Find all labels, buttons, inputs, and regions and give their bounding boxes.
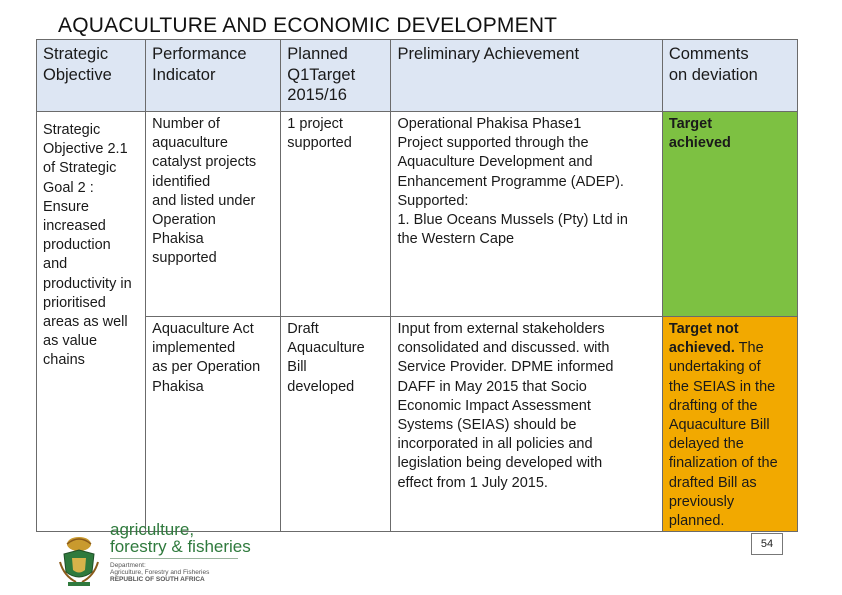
indicator-cell: Number of aquaculture catalyst projects identified and listed under Operation Phakisa supported [146,112,281,317]
indicator-cell: Aquaculture Act implemented as per Operation Phakisa [146,317,281,532]
department-logo [54,520,254,590]
comment-cell-achieved: Target achieved [662,112,797,317]
header-strategic-objective: Strategic Objective [37,40,146,112]
header-comments: Comments on deviation [662,40,797,112]
logo-text-forestry-fisheries: forestry & fisheries [110,537,251,556]
logo-department-name: Agriculture, Forestry and Fisheries [110,569,210,576]
logo-text-agriculture: agriculture, [110,520,195,539]
performance-table [36,39,798,532]
logo-divider [110,558,238,559]
achievement-cell: Operational Phakisa Phase1 Project supported through the Aquaculture Development and Enhancement Programme (ADEP). Supported: 1. Blue Oceans Mussels (Pty) Ltd in the Western Cape [391,112,662,317]
target-cell: Draft Aquaculture Bill developed [281,317,391,532]
strategic-objective-cell: Strategic Objective 2.1 of Strategic Goal 2 : Ensure increased production and productivity in prioritised areas as well as value chains [37,112,146,532]
header-performance-indicator: Performance Indicator [146,40,281,112]
table-row [37,317,798,532]
slide-title: AQUACULTURE AND ECONOMIC DEVELOPMENT [58,14,558,37]
logo-department-label: Department: [110,562,146,569]
header-preliminary-achievement: Preliminary Achievement [391,40,662,112]
comment-status: Target not achieved. [668,321,739,357]
table-row [37,112,798,317]
target-cell: 1 project supported [281,112,391,317]
coat-of-arms-icon [58,532,100,588]
table-header-row [37,40,798,112]
comment-cell-not-achieved [662,317,797,532]
achievement-cell: Input from external stakeholders consolidated and discussed. with Service Provider. DPME informed DAFF in May 2015 that Socio Economic Impact Assessment Systems (SEIAS) should be incorporated in all policies and legislation being developed with effect from 1 July 2015. [391,317,662,532]
logo-country: REPUBLIC OF SOUTH AFRICA [110,576,205,583]
header-planned-target: Planned Q1Target 2015/16 [281,40,391,112]
comment-explanation: The undertaking of the SEIAS in the drafting of the Aquaculture Bill delayed the finalization of the drafted Bill as previously planned. [668,340,778,530]
page-number: 54 [751,533,783,555]
